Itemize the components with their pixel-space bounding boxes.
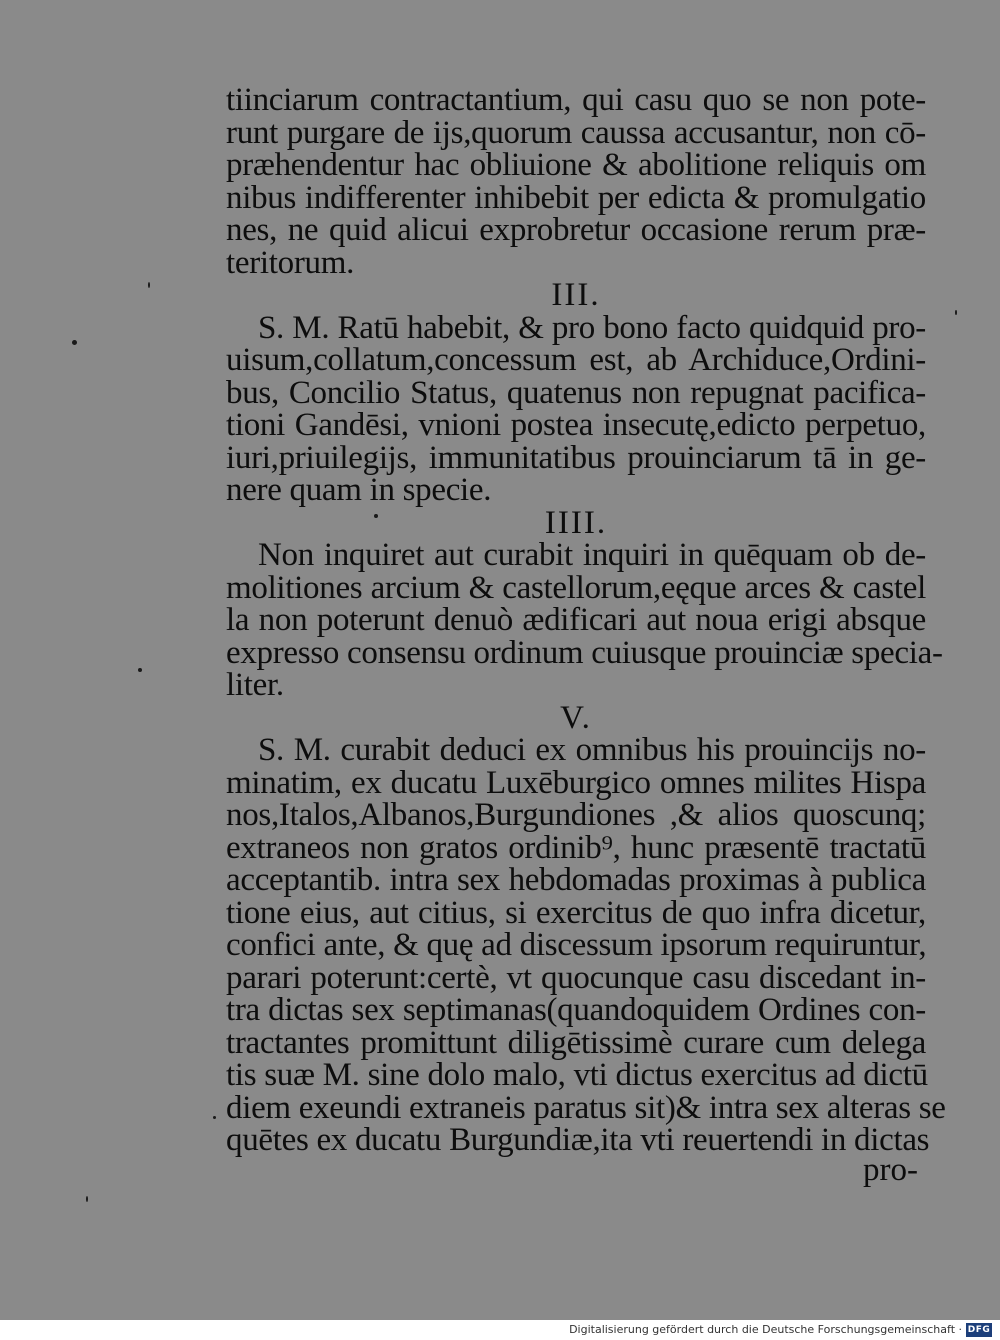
ink-speck bbox=[138, 668, 142, 672]
section-v-line: tis suæ M. sine dolo malo, vti dictus exercitus ad dictū bbox=[226, 1057, 928, 1093]
section-v-line: extraneos non gratos ordinib⁹, hunc præsentē tractatū bbox=[226, 829, 926, 866]
section-v-line: nos,Italos,Albanos,Burgundiones ,& alios quoscunq; bbox=[226, 797, 926, 833]
section-heading-v: V. bbox=[560, 699, 592, 736]
section-v-line: acceptantib. intra sex hebdomadas proximas à publica bbox=[226, 862, 926, 898]
ink-speck bbox=[148, 282, 150, 288]
section-v-line: S. M. curabit deduci ex omnibus his prouincijs no- bbox=[258, 732, 926, 768]
section-iiii-line: liter. bbox=[226, 667, 284, 703]
text-line: runt purgare de ijs,quorum caussa accusantur, non cō- bbox=[226, 114, 926, 151]
section-iii-line: nere quam in specie. bbox=[226, 472, 492, 508]
section-v-line: tra dictas sex septimanas(quandoquidem Ordines con- bbox=[226, 992, 926, 1028]
section-iiii-line: la non poterunt denuò ædificari aut noua erigi absque bbox=[226, 602, 926, 638]
page-text-body bbox=[226, 82, 946, 1158]
ink-speck bbox=[213, 1116, 216, 1119]
section-heading-iiii: IIII. bbox=[544, 504, 608, 541]
ink-speck bbox=[374, 514, 378, 518]
section-iii-line: tioni Gandēsi, vnioni postea insecutę,edicto perpetuo, bbox=[226, 407, 926, 443]
section-v-line: confici ante, & quę ad discessum ipsorum requiruntur, bbox=[226, 927, 927, 963]
section-iiii-line: Non inquiret aut curabit inquiri in quēquam ob de- bbox=[258, 537, 926, 573]
catchword: pro- bbox=[863, 1152, 918, 1188]
section-v-line: tractantes promittunt diligētissimè curare cum delega bbox=[226, 1024, 926, 1061]
section-v-line: diem exeundi extraneis paratus sit)& intra sex alteras se bbox=[226, 1089, 946, 1126]
ink-speck bbox=[955, 310, 957, 315]
section-iii-line: S. M. Ratū habebit, & pro bono facto quidquid pro- bbox=[258, 309, 926, 346]
text-line: tiinciarum contractantium, qui casu quo se non pote- bbox=[226, 82, 926, 118]
ink-speck bbox=[86, 1196, 88, 1202]
text-line: nes, ne quid alicui exprobretur occasione rerum præ- bbox=[226, 212, 926, 248]
section-heading-iii: III. bbox=[551, 277, 601, 313]
section-v-line: tione eius, aut citius, si exercitus de quo infra dicetur, bbox=[226, 894, 926, 931]
section-v-line: parari poterunt:certè, vt quocunque casu discedant in- bbox=[226, 959, 926, 996]
dfg-logo-icon: DFG bbox=[967, 1325, 991, 1335]
section-iii-line: iuri,priuilegijs, immunitatibus prouinciarum tā in ge- bbox=[226, 439, 926, 476]
text-line: nibus indifferenter inhibebit per edicta & promulgatio bbox=[226, 179, 926, 216]
ink-speck bbox=[72, 340, 77, 345]
text-line: præhendentur hac obliuione & abolitione reliquis om bbox=[226, 147, 926, 183]
section-iiii-line: molitiones arcium & castellorum,eęque arces & castel bbox=[226, 569, 926, 606]
section-iii-line: bus, Concilio Status, quatenus non repugnat pacifica- bbox=[226, 374, 926, 411]
digitization-credit: Digitalisierung gefördert durch die Deutsche Forschungsgemeinschaft · bbox=[569, 1323, 962, 1336]
section-iiii-line: expresso consensu ordinum cuiusque prouinciæ specia- bbox=[226, 634, 943, 671]
section-v-line: minatim, ex ducatu Luxēburgico omnes milites Hispa bbox=[226, 764, 926, 801]
section-v-line: quētes ex ducatu Burgundiæ,ita vti reuertendi in dictas bbox=[226, 1122, 930, 1158]
section-iii-line: uisum,collatum,concessum est, ab Archiduce,Ordini- bbox=[226, 342, 926, 378]
text-line: teritorum. bbox=[226, 244, 355, 281]
